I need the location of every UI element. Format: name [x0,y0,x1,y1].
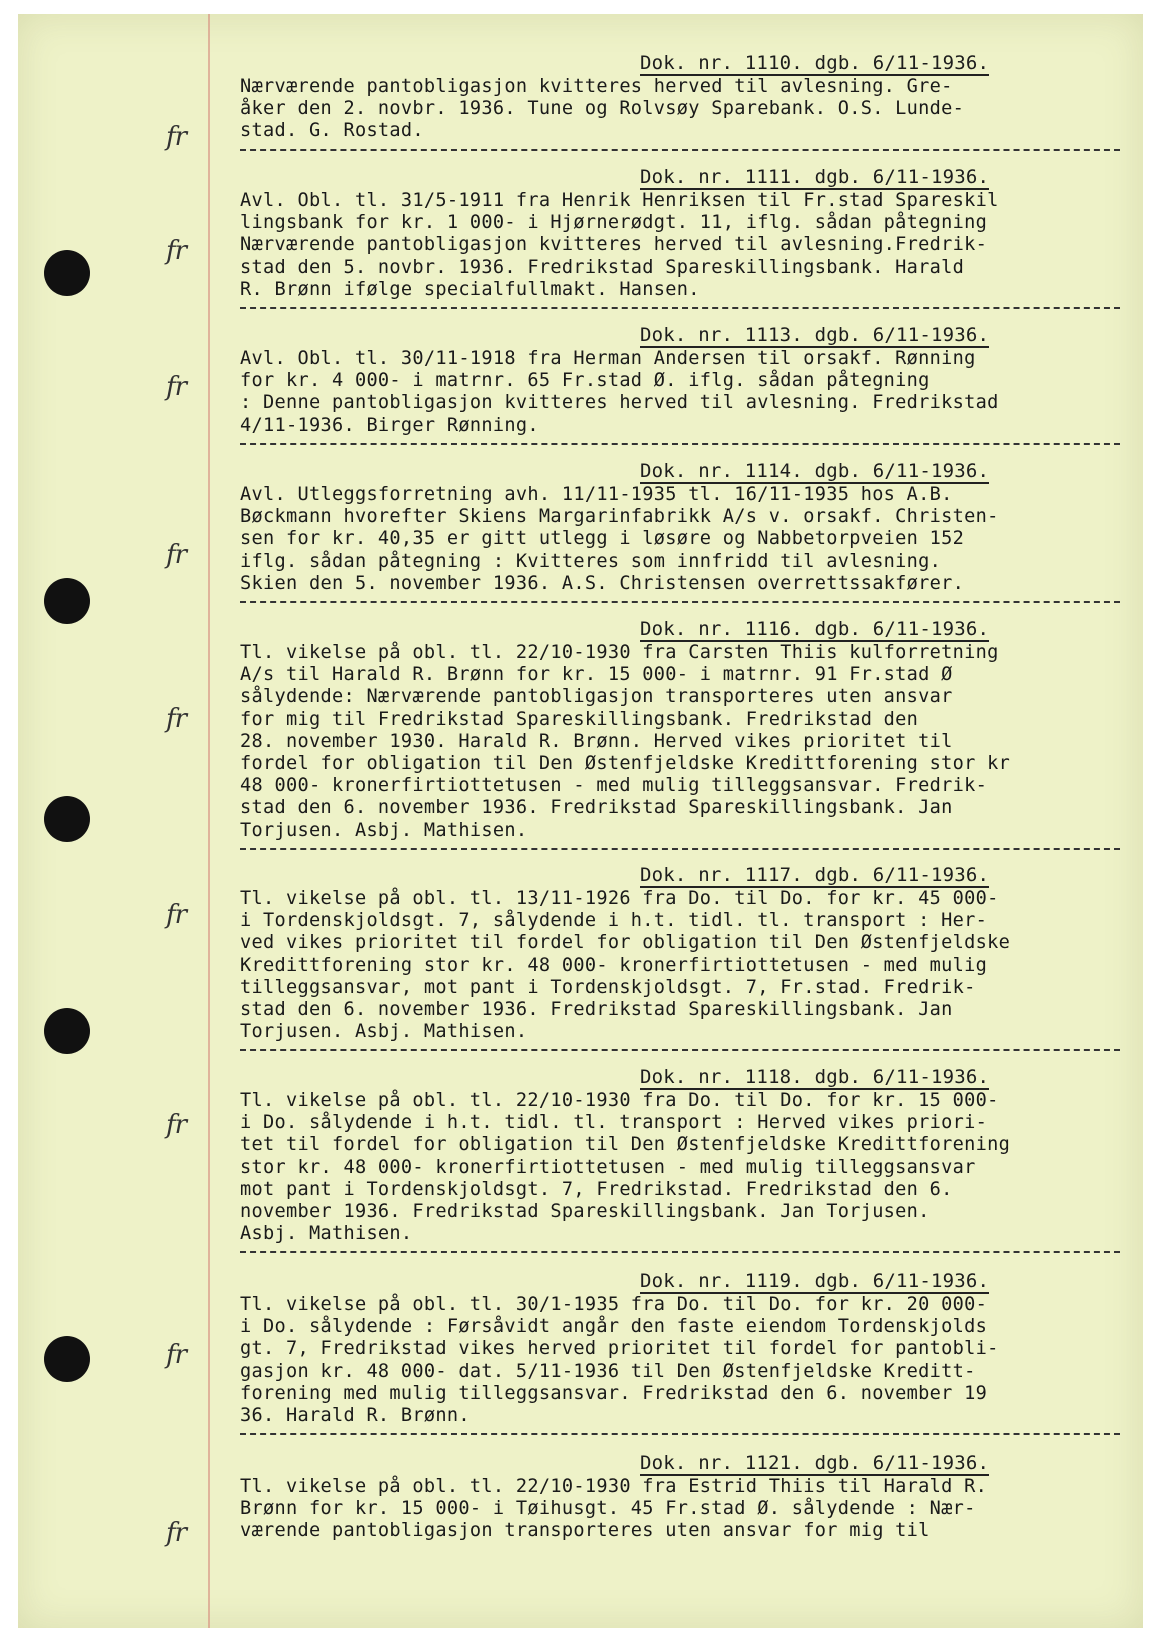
entry-line: for kr. 4 000- i matrnr. 65 Fr.stad Ø. iflg. sådan påtegning [240,370,930,392]
entry-body [240,642,1130,842]
entry-line: 36. Harald R. Brønn. [240,1405,470,1427]
entry-line: for mig til Fredrikstad Spareskillingsbank. Fredrikstad den [240,708,919,730]
margin-initials: fr [166,900,187,930]
entry-line: stad den 6. november 1936. Fredrikstad Spareskillingsbank. Jan [240,797,953,819]
ledger-entry [240,52,1130,151]
entry-separator [240,307,1120,309]
margin-initials: fr [166,122,187,152]
ledger-entry [240,618,1130,850]
entry-line: i Tordenskjoldsgt. 7, sålydende i h.t. tidl. tl. transport : Her- [240,910,988,932]
entry-line: Nærværende pantobligasjon kvitteres herved til avlesning. Gre- [240,76,953,97]
entry-line: 28. november 1930. Harald R. Brønn. Herved vikes prioritet til [240,730,953,752]
entry-separator [240,443,1120,445]
ledger-page [18,14,1143,1628]
entry-line: værende pantobligasjon transporteres uten ansvar for mig til [240,1520,930,1542]
margin-initials: fr [166,236,187,266]
margin-initials: fr [166,1518,187,1548]
entry-line: gt. 7, Fredrikstad vikes herved prioritet til fordel for pantobli- [240,1338,999,1360]
ledger-entry [240,1270,1130,1435]
ledger-entry [240,166,1130,309]
entry-body [240,1294,1130,1427]
entry-body [240,1476,1130,1543]
entry-line: forening med mulig tilleggsansvar. Fredrikstad den 6. november 19 [240,1382,988,1404]
entry-line: R. Brønn ifølge specialfullmakt. Hansen. [240,278,700,300]
entry-line: : Denne pantobligasjon kvitteres herved til avlesning. Fredrikstad [240,392,999,414]
entry-line: i Do. sålydende : Førsåvidt angår den faste eiendom Tordenskjolds [240,1316,988,1338]
entry-line: i Do. sålydende i h.t. tidl. tl. transport : Herved vikes priori- [240,1112,988,1134]
margin-initials: fr [166,372,187,402]
entry-line: Tl. vikelse på obl. tl. 22/10-1930 fra Do. til Do. for kr. 15 000- [240,1090,999,1111]
entry-line: 48 000- kronerfirtiottetusen - med mulig tilleggsansvar. Fredrik- [240,775,988,797]
punch-hole [44,250,90,296]
entry-separator [240,848,1120,850]
entry-heading: Dok. nr. 1114. dgb. 6/11-1936. [640,460,990,482]
entry-body [240,348,1130,437]
entry-line: Brønn for kr. 15 000- i Tøihusgt. 45 Fr.stad Ø. sålydende : Nær- [240,1498,976,1520]
ledger-entry [240,460,1130,603]
ledger-entry [240,1066,1130,1253]
margin-initials: fr [166,704,187,734]
margin-rule [208,14,210,1628]
entry-line: lingsbank for kr. 1 000- i Hjørnerødgt. 11, iflg. sådan påtegning [240,212,988,234]
margin-initials: fr [166,540,187,570]
entry-heading: Dok. nr. 1119. dgb. 6/11-1936. [640,1270,990,1292]
entry-line: mot pant i Tordenskjoldsgt. 7, Fredrikstad. Fredrikstad den 6. [240,1178,953,1200]
entry-body [240,76,1130,143]
entry-line: tet til fordel for obligation til Den Østenfjeldske Kredittforening [240,1134,1011,1156]
entry-line: gasjon kr. 48 000- dat. 5/11-1936 til Den Østenfjeldske Kreditt- [240,1360,976,1382]
entry-body [240,888,1130,1043]
entry-line: 4/11-1936. Birger Rønning. [240,414,539,436]
entry-heading: Dok. nr. 1117. dgb. 6/11-1936. [640,864,990,886]
entry-line: Tl. vikelse på obl. tl. 13/11-1926 fra Do. til Do. for kr. 45 000- [240,888,999,909]
entry-line: Torjusen. Asbj. Mathisen. [240,819,528,841]
ledger-entry [240,324,1130,445]
entry-line: tilleggsansvar, mot pant i Tordenskjoldsgt. 7, Fr.stad. Fredrik- [240,976,976,998]
entry-line: iflg. sådan påtegning : Kvitteres som innfridd til avlesning. [240,550,942,572]
entry-body [240,190,1130,301]
entry-line: stad den 5. novbr. 1936. Fredrikstad Spareskillingsbank. Harald [240,256,965,278]
entry-line: Avl. Obl. tl. 30/11-1918 fra Herman Andersen til orsakf. Rønning [240,348,976,369]
entry-body [240,484,1130,595]
punch-hole [44,796,90,842]
entry-line: Torjusen. Asbj. Mathisen. [240,1021,528,1043]
entry-line: sålydende: Nærværende pantobligasjon transporteres uten ansvar [240,686,953,708]
entry-heading: Dok. nr. 1116. dgb. 6/11-1936. [640,618,990,640]
entry-separator [240,149,1120,151]
entry-line: Tl. vikelse på obl. tl. 22/10-1930 fra Estrid Thiis til Harald R. [240,1476,988,1497]
entry-heading: Dok. nr. 1121. dgb. 6/11-1936. [640,1452,990,1474]
entry-line: åker den 2. novbr. 1936. Tune og Rolvsøy Sparebank. O.S. Lunde- [240,98,965,120]
entry-heading: Dok. nr. 1111. dgb. 6/11-1936. [640,166,990,188]
entry-line: Avl. Utleggsforretning avh. 11/11-1935 tl. 16/11-1935 hos A.B. [240,484,953,505]
ledger-entry [240,1452,1130,1543]
entry-line: Bøckmann hvorefter Skiens Margarinfabrikk A/s v. orsakf. Christen- [240,506,999,528]
entry-line: A/s til Harald R. Brønn for kr. 15 000- i matrnr. 91 Fr.stad Ø [240,664,953,686]
punch-hole [44,1008,90,1054]
entry-separator [240,1049,1120,1051]
punch-hole [44,1336,90,1382]
ledger-entry [240,864,1130,1051]
entry-heading: Dok. nr. 1110. dgb. 6/11-1936. [640,52,990,74]
entry-line: Tl. vikelse på obl. tl. 30/1-1935 fra Do. til Do. for kr. 20 000- [240,1294,988,1315]
entry-line: Skien den 5. november 1936. A.S. Christensen overrettssakfører. [240,572,965,594]
entry-line: fordel for obligation til Den Østenfjeldske Kredittforening stor kr [240,753,1011,775]
entry-line: november 1936. Fredrikstad Spareskillingsbank. Jan Torjusen. [240,1201,930,1223]
entry-line: Avl. Obl. tl. 31/5-1911 fra Henrik Henriksen til Fr.stad Spareskil [240,190,999,211]
entry-heading: Dok. nr. 1113. dgb. 6/11-1936. [640,324,990,346]
punch-hole [44,578,90,624]
entry-line: stad. G. Rostad. [240,120,424,142]
entry-separator [240,1433,1120,1435]
entry-line: Kredittforening stor kr. 48 000- kronerfirtiottetusen - med mulig [240,954,988,976]
entry-line: stor kr. 48 000- kronerfirtiottetusen - med mulig tilleggsansvar [240,1156,976,1178]
margin-initials: fr [166,1110,187,1140]
entry-separator [240,1251,1120,1253]
entry-line: Tl. vikelse på obl. tl. 22/10-1930 fra Carsten Thiis kulforretning [240,642,999,663]
entry-separator [240,601,1120,603]
entry-line: ved vikes prioritet til fordel for obligation til Den Østenfjeldske [240,932,1011,954]
entry-line: stad den 6. november 1936. Fredrikstad Spareskillingsbank. Jan [240,999,953,1021]
entry-line: Nærværende pantobligasjon kvitteres herved til avlesning.Fredrik- [240,234,988,256]
entry-line: Asbj. Mathisen. [240,1223,413,1245]
entry-heading: Dok. nr. 1118. dgb. 6/11-1936. [640,1066,990,1088]
margin-initials: fr [166,1340,187,1370]
entry-body [240,1090,1130,1245]
entry-line: sen for kr. 40,35 er gitt utlegg i løsøre og Nabbetorpveien 152 [240,528,965,550]
